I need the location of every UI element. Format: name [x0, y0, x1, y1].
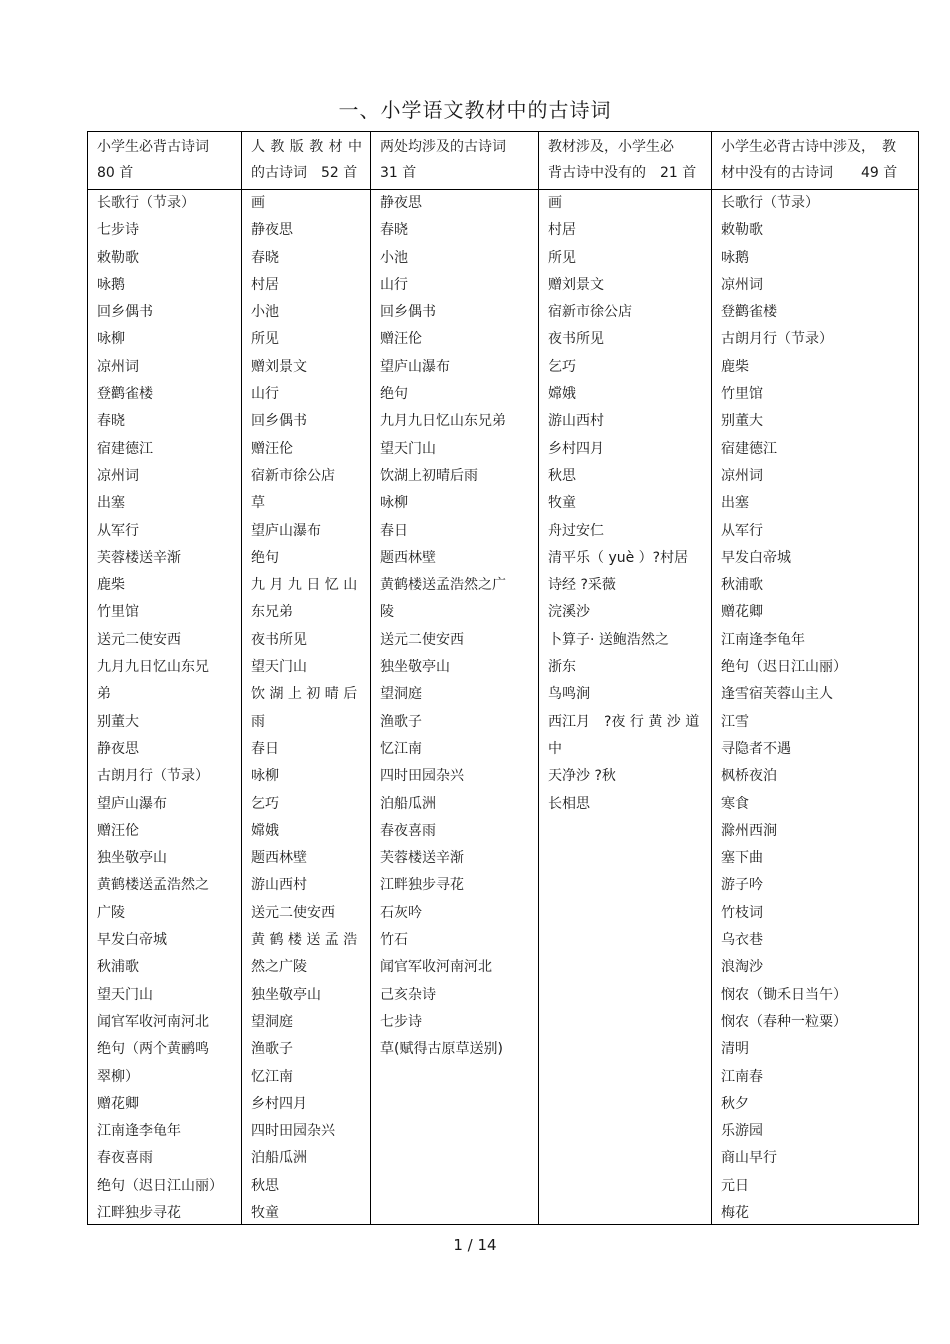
poem-entry: 雨: [251, 713, 265, 730]
header-line: 教材涉及，小学生必: [548, 139, 674, 155]
poem-entry: 中: [548, 740, 562, 757]
poem-entry: 望庐山瀑布: [380, 358, 450, 375]
poem-entry: 赠刘景文: [548, 276, 604, 293]
poem-entry: 赠汪伦: [251, 440, 293, 457]
poem-entry: 枫桥夜泊: [721, 768, 777, 785]
poem-entry: 七步诗: [380, 1013, 422, 1030]
poem-entry: 黄鹤楼送孟浩然之广: [380, 577, 506, 594]
poem-entry: 山行: [251, 386, 279, 403]
poem-entry: 乞巧: [548, 358, 576, 375]
poem-entry: 己亥杂诗: [380, 986, 436, 1003]
poem-entry: 早发白帝城: [721, 549, 791, 566]
poem-entry: 咏柳: [380, 495, 408, 512]
poem-entry: 凉州词: [721, 467, 763, 484]
column-body: [251, 190, 362, 1227]
poem-entry: 然之广陵: [251, 959, 307, 976]
poem-entry: 弟: [97, 686, 111, 703]
poem-entry: 渔歌子: [380, 713, 422, 730]
poem-entry: 四时田园杂兴: [380, 768, 464, 785]
poem-entry: 敕勒歌: [97, 249, 139, 266]
column-body: [548, 190, 703, 818]
poem-entry: 游山西村: [548, 413, 604, 430]
poem-entry: 商山早行: [721, 1150, 777, 1167]
poem-entry: 画: [251, 195, 265, 211]
poem-entry: 饮湖上初晴后雨: [380, 467, 478, 484]
poem-entry: 游山西村: [251, 877, 307, 894]
poem-entry: 村居: [251, 276, 279, 293]
poem-entry: 凉州词: [97, 467, 139, 484]
poem-entry: 塞下曲: [721, 850, 763, 867]
column-recite-only: [711, 132, 918, 1224]
poem-entry: 滁州西涧: [721, 822, 777, 839]
poem-entry: 咏柳: [97, 331, 125, 348]
poem-entry: 宿新市徐公店: [548, 304, 632, 321]
column-must-recite: [88, 132, 241, 1224]
poem-entry: 题西林壁: [380, 549, 436, 566]
poem-entry: 凉州词: [97, 358, 139, 375]
poem-entry: 回乡偶书: [380, 304, 436, 321]
poem-entry: 寻隐者不遇: [721, 740, 791, 757]
poem-entry: 赠花卿: [97, 1095, 139, 1112]
header-line: 的古诗词 52 首: [251, 165, 358, 181]
poem-entry: 小池: [380, 249, 408, 266]
poem-entry: 送元二使安西: [97, 631, 181, 648]
poem-entry: 悯农（锄禾日当午）: [721, 986, 847, 1003]
column-textbook-only: [538, 132, 711, 1224]
poem-entry: 闻官军收河南河北: [380, 959, 492, 976]
poem-entry: 望庐山瀑布: [97, 795, 167, 812]
poem-entry: 竹里馆: [97, 604, 139, 621]
column-both: [370, 132, 538, 1224]
poem-entry: 浪淘沙: [721, 959, 763, 976]
poem-entry: 独坐敬亭山: [97, 850, 167, 867]
poem-entry: 鹿柴: [721, 358, 749, 375]
poem-entry: 广陵: [97, 904, 125, 921]
column-header: [721, 134, 910, 186]
poem-entry: 古朗月行（节录）: [721, 331, 833, 348]
poem-entry: 所见: [548, 249, 576, 266]
poem-entry: 泊船瓜洲: [380, 795, 436, 812]
poem-entry: 出塞: [97, 495, 125, 512]
poem-entry: 黄鹤楼送孟浩然之: [97, 877, 209, 894]
poem-entry: 长歌行（节录）: [721, 195, 819, 211]
poem-entry: 山行: [380, 276, 408, 293]
poem-entry: 赠汪伦: [97, 822, 139, 839]
poem-entry: 牧童: [251, 1204, 279, 1221]
poem-entry: 春夜喜雨: [97, 1150, 153, 1167]
poem-entry: 鹿柴: [97, 577, 125, 594]
header-line: 材中没有的古诗词 49 首: [721, 165, 898, 181]
poem-entry: 翠柳）: [97, 1068, 139, 1085]
poem-entry: 江南春: [721, 1068, 763, 1085]
poem-entry: 饮 湖 上 初 晴 后: [251, 686, 358, 703]
poem-entry: 竹枝词: [721, 904, 763, 921]
poem-entry: 登鹳雀楼: [97, 386, 153, 403]
column-body: [380, 190, 530, 1064]
page-indicator: 1 / 14: [453, 1236, 497, 1254]
column-body: [97, 190, 233, 1227]
poem-entry: 秋夕: [721, 1095, 749, 1112]
header-line: 两处均涉及的古诗词: [380, 139, 506, 155]
poem-entry: 元日: [721, 1177, 749, 1194]
poem-entry: 芙蓉楼送辛渐: [97, 549, 181, 566]
poem-entry: 画: [548, 195, 562, 211]
poem-entry: 绝句（迟日江山丽）: [97, 1177, 223, 1194]
poem-entry: 赠汪伦: [380, 331, 422, 348]
poem-entry: 秋思: [251, 1177, 279, 1194]
poem-entry: 绝句: [251, 549, 279, 566]
column-header: [548, 134, 703, 186]
poem-entry: 春晓: [380, 222, 408, 239]
poem-entry: 清明: [721, 1041, 749, 1058]
poem-entry: 绝句（迟日江山丽）: [721, 659, 847, 676]
poem-entry: 诗经 ?采薇: [548, 577, 616, 594]
poem-entry: 望天门山: [251, 659, 307, 676]
poem-entry: 江畔独步寻花: [380, 877, 464, 894]
poem-entry: 春晓: [97, 413, 125, 430]
poem-entry: 渔歌子: [251, 1041, 293, 1058]
poem-entry: 早发白帝城: [97, 932, 167, 949]
poem-entry: 望洞庭: [380, 686, 422, 703]
poem-entry: 从军行: [97, 522, 139, 539]
column-body: [721, 190, 910, 1227]
poem-entry: 九月九日忆山东兄弟: [380, 413, 506, 430]
poem-entry: 回乡偶书: [251, 413, 307, 430]
poem-entry: 出塞: [721, 495, 749, 512]
poem-entry: 黄 鹤 楼 送 孟 浩: [251, 932, 358, 949]
poem-entry: 绝句（两个黄鹂鸣: [97, 1041, 209, 1058]
poem-entry: 舟过安仁: [548, 522, 604, 539]
poem-entry: 凉州词: [721, 276, 763, 293]
poem-entry: 七步诗: [97, 222, 139, 239]
poem-entry: 秋浦歌: [97, 959, 139, 976]
poem-entry: 静夜思: [380, 195, 422, 211]
poem-entry: 闻官军收河南河北: [97, 1013, 209, 1030]
poem-entry: 石灰吟: [380, 904, 422, 921]
poem-entry: 牧童: [548, 495, 576, 512]
poem-entry: 咏柳: [251, 768, 279, 785]
poem-entry: 秋思: [548, 467, 576, 484]
poem-entry: 乡村四月: [251, 1095, 307, 1112]
poem-entry: 江南逢李龟年: [721, 631, 805, 648]
poem-entry: 西江月 ?夜 行 黄 沙 道: [548, 713, 700, 730]
poem-entry: 梅花: [721, 1204, 749, 1221]
poem-entry: 送元二使安西: [251, 904, 335, 921]
poem-entry: 游子吟: [721, 877, 763, 894]
poem-entry: 宿新市徐公店: [251, 467, 335, 484]
poem-entry: 望天门山: [97, 986, 153, 1003]
poem-entry: 赠花卿: [721, 604, 763, 621]
poem-entry: 敕勒歌: [721, 222, 763, 239]
poem-entry: 望洞庭: [251, 1013, 293, 1030]
column-header: [251, 134, 362, 186]
poem-entry: 乌衣巷: [721, 932, 763, 949]
poem-entry: 九月九日忆山东兄: [97, 659, 209, 676]
poem-entry: 登鹳雀楼: [721, 304, 777, 321]
poem-entry: 四时田园杂兴: [251, 1123, 335, 1140]
poem-entry: 静夜思: [251, 222, 293, 239]
poem-entry: 秋浦歌: [721, 577, 763, 594]
poem-entry: 宿建德江: [97, 440, 153, 457]
poem-entry: 寒食: [721, 795, 749, 812]
poem-entry: 望庐山瀑布: [251, 522, 321, 539]
poem-entry: 别董大: [97, 713, 139, 730]
poem-entry: 草: [251, 495, 265, 512]
poem-entry: 赠刘景文: [251, 358, 307, 375]
poem-entry: 乐游园: [721, 1123, 763, 1140]
poem-entry: 草(赋得古原草送别): [380, 1041, 503, 1058]
poem-entry: 浙东: [548, 659, 576, 676]
poem-entry: 竹里馆: [721, 386, 763, 403]
poem-entry: 嫦娥: [251, 822, 279, 839]
poem-entry: 芙蓉楼送辛渐: [380, 850, 464, 867]
poem-entry: 浣溪沙: [548, 604, 590, 621]
column-header: [380, 134, 530, 186]
poem-entry: 咏鹅: [97, 276, 125, 293]
poem-entry: 九 月 九 日 忆 山: [251, 577, 358, 594]
poem-entry: 长歌行（节录）: [97, 195, 195, 211]
poem-entry: 题西林壁: [251, 850, 307, 867]
poem-entry: 陵: [380, 604, 394, 621]
poem-entry: 鸟鸣涧: [548, 686, 590, 703]
poem-entry: 古朗月行（节录）: [97, 768, 209, 785]
poem-entry: 从军行: [721, 522, 763, 539]
poem-entry: 天净沙 ?秋: [548, 768, 616, 785]
poem-entry: 静夜思: [97, 740, 139, 757]
poem-entry: 春日: [251, 740, 279, 757]
poem-entry: 竹石: [380, 932, 408, 949]
poem-entry: 乞巧: [251, 795, 279, 812]
poem-entry: 宿建德江: [721, 440, 777, 457]
poem-entry: 忆江南: [380, 740, 422, 757]
poem-entry: 夜书所见: [548, 331, 604, 348]
poem-entry: 小池: [251, 304, 279, 321]
poem-entry: 长相思: [548, 795, 590, 812]
page-title: 一、小学语文教材中的古诗词: [338, 98, 612, 122]
poem-entry: 乡村四月: [548, 440, 604, 457]
poem-entry: 卜算子· 送鲍浩然之: [548, 631, 669, 648]
poem-entry: 春晓: [251, 249, 279, 266]
poem-table: [87, 131, 919, 1225]
poem-entry: 江南逢李龟年: [97, 1123, 181, 1140]
poem-entry: 回乡偶书: [97, 304, 153, 321]
poem-entry: 夜书所见: [251, 631, 307, 648]
column-textbook: [241, 132, 370, 1224]
poem-entry: 逢雪宿芙蓉山主人: [721, 686, 833, 703]
poem-entry: 咏鹅: [721, 249, 749, 266]
poem-entry: 清平乐（ yuè ）?村居: [548, 549, 689, 566]
poem-entry: 忆江南: [251, 1068, 293, 1085]
header-line: 小学生必背古诗词: [97, 139, 209, 155]
poem-entry: 东兄弟: [251, 604, 293, 621]
column-header: [97, 134, 233, 186]
poem-entry: 送元二使安西: [380, 631, 464, 648]
poem-entry: 所见: [251, 331, 279, 348]
poem-entry: 望天门山: [380, 440, 436, 457]
header-line: 人 教 版 教 材 中: [251, 139, 362, 155]
poem-entry: 绝句: [380, 386, 408, 403]
poem-entry: 别董大: [721, 413, 763, 430]
poem-entry: 悯农（春种一粒粟）: [721, 1013, 847, 1030]
header-line: 小学生必背古诗中涉及， 教: [721, 139, 896, 155]
poem-entry: 独坐敬亭山: [251, 986, 321, 1003]
poem-entry: 江雪: [721, 713, 749, 730]
header-line: 背古诗中没有的 21 首: [548, 165, 697, 181]
poem-entry: 春日: [380, 522, 408, 539]
poem-entry: 村居: [548, 222, 576, 239]
poem-entry: 独坐敬亭山: [380, 659, 450, 676]
poem-entry: 江畔独步寻花: [97, 1204, 181, 1221]
header-line: 80 首: [97, 165, 134, 181]
header-line: 31 首: [380, 165, 417, 181]
poem-entry: 春夜喜雨: [380, 822, 436, 839]
poem-entry: 嫦娥: [548, 386, 576, 403]
poem-entry: 泊船瓜洲: [251, 1150, 307, 1167]
